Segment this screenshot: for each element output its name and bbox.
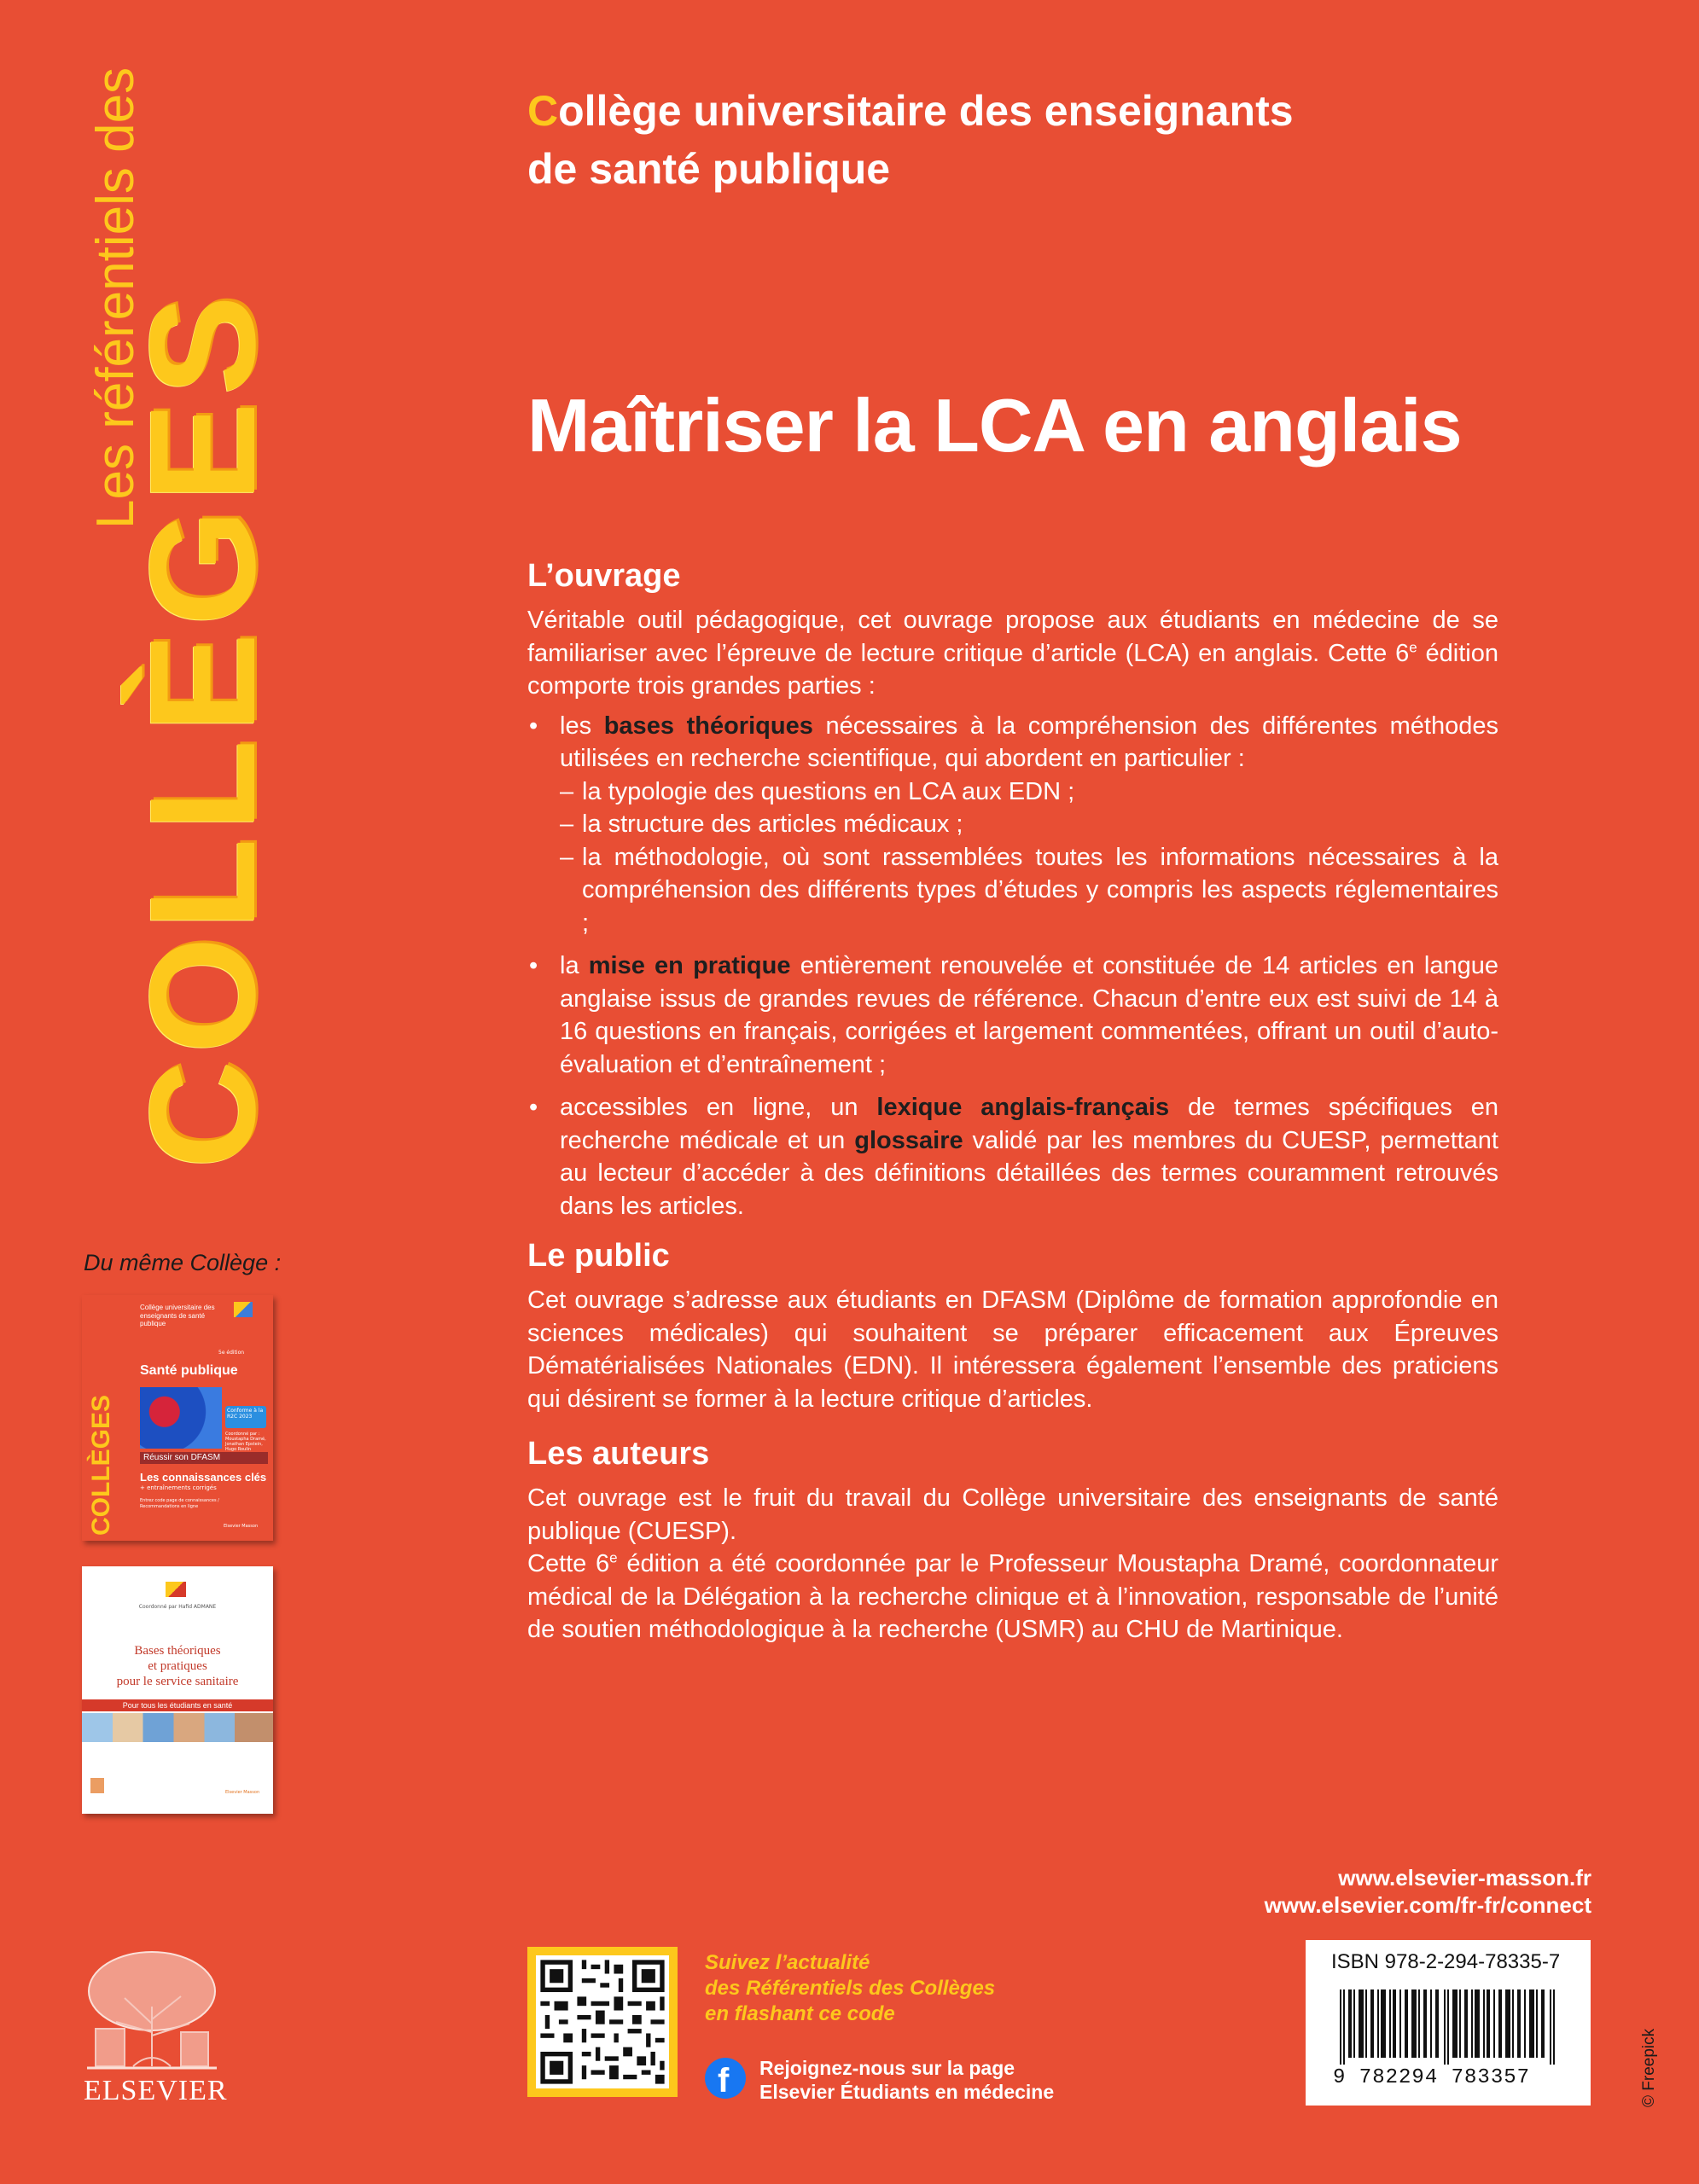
book-subtitle: Les connaissances clés <box>140 1471 267 1484</box>
sub-item: – la structure des articles médicaux ; <box>560 808 1498 841</box>
book-photo-strip <box>82 1713 273 1742</box>
book-title-mini: Santé publique <box>140 1363 238 1378</box>
college-line1-rest: ollège universitaire des enseignants <box>558 87 1294 135</box>
section-heading-ouvrage: L’ouvrage <box>527 558 681 594</box>
book-banner: Réussir son DFASM <box>140 1452 268 1464</box>
qr-code[interactable] <box>527 1947 678 2097</box>
series-branding <box>34 51 287 1203</box>
ouvrage-intro <box>527 604 1498 703</box>
section-heading-auteurs: Les auteurs <box>527 1436 710 1472</box>
bullet-text: validé par les membres du CUESP, permettant au lecteur d’accéder à des définitions détaillées des termes couramment retrouvés dans les articles. <box>560 1126 1498 1220</box>
bullet-bold: mise en pratique <box>588 952 791 979</box>
elsevier-tree-logo-icon <box>82 1947 222 2073</box>
book-spine-text: COLLÈGES <box>87 1394 115 1536</box>
book-subtitle-small: + entraînements corrigés <box>140 1484 217 1491</box>
series-small-text: Les référentiels des <box>86 67 145 529</box>
college-logo-icon <box>166 1582 186 1597</box>
bullet-item-lexique <box>527 1091 1498 1223</box>
isbn-barcode <box>1306 1940 1591 2106</box>
section-heading-public: Le public <box>527 1238 670 1274</box>
bullet-bold: bases théoriques <box>603 712 813 740</box>
intro-text-2: édition comporte trois grandes parties : <box>527 639 1498 700</box>
bullet-text: accessibles en ligne, un <box>560 1094 877 1121</box>
sub-item: – la typologie des questions en LCA aux EDN ; <box>560 775 1498 809</box>
isbn-number: ISBN 978-2-294-78335-7 <box>1331 1950 1561 1973</box>
url-elsevier-masson[interactable]: www.elsevier-masson.fr <box>1338 1865 1591 1891</box>
book-title: Maîtriser la LCA en anglais <box>527 383 1462 468</box>
sub-list <box>560 775 1498 940</box>
section-auteurs <box>527 1434 1498 1647</box>
follow-line: Suivez l’actualité <box>705 1951 870 1974</box>
bullet-text: les <box>560 712 604 740</box>
auteurs-text: édition a été coordonnée par le Professeur Moustapha Dramé, coordonnateur médical de la Délégation à la recherche clinique et à l’innovation, responsable de l’unité de soutien méthodologique à la recherche (USMR) au CHU de Martinique. <box>527 1550 1499 1643</box>
section-ouvrage <box>527 556 1498 1223</box>
elsevier-logo-icon <box>90 1778 104 1793</box>
college-header <box>527 82 1294 198</box>
elsevier-wordmark: ELSEVIER <box>84 2075 228 2106</box>
book-cover-service-sanitaire <box>82 1566 273 1814</box>
bullet-bold: lexique anglais-français <box>876 1094 1170 1121</box>
barcode-number: 9 782294 783357 <box>1333 2066 1531 2089</box>
auteurs-text-1: Cet ouvrage est le fruit du travail du Collège universitaire des enseignants de santé publique (CUESP). <box>527 1484 1498 1545</box>
bullet-item-bases <box>527 710 1498 940</box>
qr-code-icon <box>536 1955 669 2088</box>
join-line: Elsevier Étudiants en médecine <box>759 2081 1055 2103</box>
auteurs-text-2 <box>527 1548 1498 1647</box>
bullet-text: la <box>560 952 589 979</box>
join-facebook-text[interactable] <box>759 2056 1054 2104</box>
bullet-item-pratique <box>527 950 1498 1081</box>
url-elsevier-connect[interactable]: www.elsevier.com/fr-fr/connect <box>1264 1892 1591 1918</box>
join-line: Rejoignez-nous sur la page <box>759 2057 1015 2079</box>
facebook-icon[interactable] <box>705 2058 746 2099</box>
college-line2: de santé publique <box>527 145 891 193</box>
back-cover-text <box>527 556 1498 1647</box>
book-coordinator: Coordonné par Hafid ADMANE <box>138 1604 217 1610</box>
bullet-text: de termes spécifiques en recherche médicale et un <box>560 1094 1498 1154</box>
series-big-text: COLLÈGES <box>119 288 287 1169</box>
book-coordinators: Coordonné par : Moustapha Dramé, Jonathan Epstein, Hugo Roulin <box>225 1432 266 1452</box>
section-public <box>527 1236 1498 1415</box>
bullet-text: entièrement renouvelée et constituée de 14 articles en langue anglaise issus de grandes revues de référence. Chacun d’entre eux est suivi de 14 à 16 questions en français, corrigées et largement commentées, offrant un outil d’auto-évaluation et d’entraînement ; <box>560 952 1498 1078</box>
intro-text-1: Véritable outil pédagogique, cet ouvrage propose aux étudiants en médecine de se familiariser avec l’épreuve de lecture critique d’article (LCA) en anglais. Cette 6 <box>527 607 1498 667</box>
follow-line-em: Référentiels des Collèges <box>746 1977 996 2000</box>
facebook-glyph: f <box>718 2062 730 2100</box>
book-banner: Pour tous les étudiants en santé <box>82 1699 273 1711</box>
image-credit: © Freepick <box>1640 2028 1658 2107</box>
book-title-line: pour le service sanitaire <box>116 1675 239 1688</box>
book-publisher: Elsevier Masson <box>224 1524 259 1529</box>
book-cover-image <box>140 1387 222 1449</box>
follow-text <box>705 1950 995 2027</box>
bullet-list <box>527 710 1498 1223</box>
conformity-badge: Conforme à la R2C 2023 <box>225 1406 266 1428</box>
college-first-letter: C <box>527 87 559 135</box>
barcode-icon <box>1340 1989 1558 2065</box>
auteurs-text: Cette 6 <box>527 1550 610 1577</box>
book-publisher: Elsevier Masson <box>225 1790 260 1795</box>
follow-line: des <box>705 1977 747 2000</box>
college-logo-icon <box>234 1302 253 1317</box>
same-college-label: Du même Collège : <box>84 1250 282 1275</box>
bullet-bold: glossaire <box>854 1126 963 1154</box>
book-title-mini <box>82 1643 273 1689</box>
book-edition: 5e édition <box>218 1350 245 1356</box>
book-title-line: Bases théoriques <box>134 1644 221 1658</box>
book-extra-text: Entrez code page de connaissances / Recommandations en ligne <box>140 1498 219 1509</box>
book-title-line: et pratiques <box>148 1659 207 1673</box>
public-text: Cet ouvrage s’adresse aux étudiants en DFASM (Diplôme de formation approfondie en sciences médicales) qui souhaitent se préparer efficacement aux Épreuves Dématérialisées Nationales (EDN). Il intéressera également l’ensemble des praticiens qui désirent se former à la lecture critique d’articles. <box>527 1287 1498 1413</box>
book-college-text: Collège universitaire des enseignants de santé publique <box>140 1304 215 1328</box>
book-cover-sante-publique <box>82 1295 273 1541</box>
auteurs-superscript: e <box>609 1549 618 1566</box>
intro-superscript: e <box>1409 638 1417 655</box>
follow-line: en flashant ce code <box>705 2002 895 2025</box>
sub-item: – la méthodologie, où sont rassemblées toutes les informations nécessaires à la compréhension des différents types d’études y compris les aspects réglementaires ; <box>560 841 1498 940</box>
bullet-text: nécessaires à la compréhension des différentes méthodes utilisées en recherche scientifique, qui abordent en particulier : <box>560 712 1498 772</box>
